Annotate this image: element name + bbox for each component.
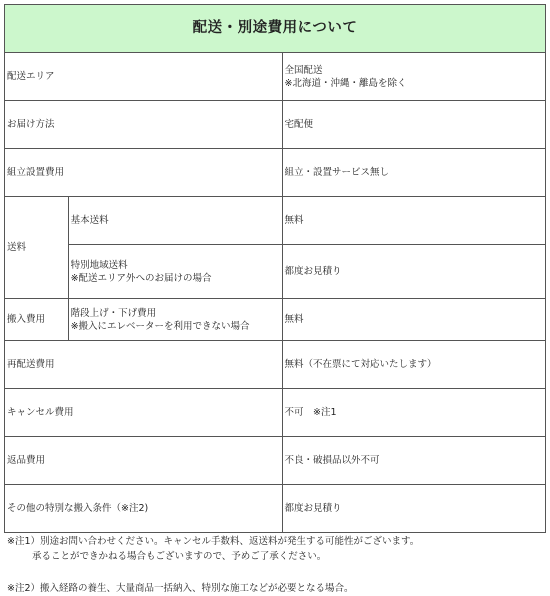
row-label: 組立設置費用 xyxy=(5,149,283,197)
row-label: キャンセル費用 xyxy=(5,389,283,437)
row-value: 都度お見積り xyxy=(282,485,545,533)
row-value: 不可 ※注1 xyxy=(282,389,545,437)
table-row-special-conditions xyxy=(5,485,546,533)
note-spacer xyxy=(7,564,546,581)
row-label: 再配送費用 xyxy=(5,341,283,389)
row-value: 組立・設置サービス無し xyxy=(282,149,545,197)
table-row-delivery-method xyxy=(5,101,546,149)
sub-label-line: 特別地域送料 xyxy=(70,259,128,271)
row-label: 返品費用 xyxy=(5,437,283,485)
table-row-assembly-fee xyxy=(5,149,546,197)
table-title: 配送・別途費用について xyxy=(5,5,546,53)
sub-label: 基本送料 xyxy=(68,197,282,245)
table-row-cancel-fee xyxy=(5,389,546,437)
sub-label-line: ※配送エリア外へのお届けの場合 xyxy=(70,272,212,284)
footnotes xyxy=(4,534,546,596)
note-1-continued: 承ることができかねる場合もございますので、予めご了承ください。 xyxy=(32,551,327,562)
sub-label xyxy=(68,299,282,341)
note-1: ※注1）別途お問い合わせください。キャンセル手数料、返送料が発生する可能性がございます。 xyxy=(7,536,420,547)
shipping-cost-table xyxy=(4,4,546,533)
sub-label-line: ※搬入にエレベーターを利用できない場合 xyxy=(70,320,250,332)
row-value: 都度お見積り xyxy=(282,245,545,299)
note-2: ※注2）搬入経路の養生、大量商品一括納入、特別な施工などが必要となる場合。 xyxy=(7,583,354,594)
row-value: 不良・破損品以外不可 xyxy=(282,437,545,485)
table-row-shipping-special xyxy=(5,245,546,299)
row-value: 無料 xyxy=(282,197,545,245)
sub-label xyxy=(68,245,282,299)
row-value-line: 全国配送 xyxy=(284,64,323,76)
table-row-return-fee xyxy=(5,437,546,485)
table-row-redelivery-fee xyxy=(5,341,546,389)
row-value: 宅配便 xyxy=(282,101,545,149)
table-row-shipping-basic xyxy=(5,197,546,245)
row-label: お届け方法 xyxy=(5,101,283,149)
row-label: 搬入費用 xyxy=(5,299,69,341)
shipping-info-section xyxy=(4,4,546,596)
sub-label-line: 階段上げ・下げ費用 xyxy=(70,307,157,319)
row-label-shipping-fee: 送料 xyxy=(5,197,69,299)
row-label: その他の特別な搬入条件（※注2) xyxy=(5,485,283,533)
row-label: 配送エリア xyxy=(5,53,283,101)
row-value: 無料（不在票にて対応いたします） xyxy=(282,341,545,389)
row-value xyxy=(282,53,545,101)
table-row-carry-in xyxy=(5,299,546,341)
table-row-delivery-area xyxy=(5,53,546,101)
row-value-line: ※北海道・沖縄・離島を除く xyxy=(284,77,407,89)
row-value: 無料 xyxy=(282,299,545,341)
